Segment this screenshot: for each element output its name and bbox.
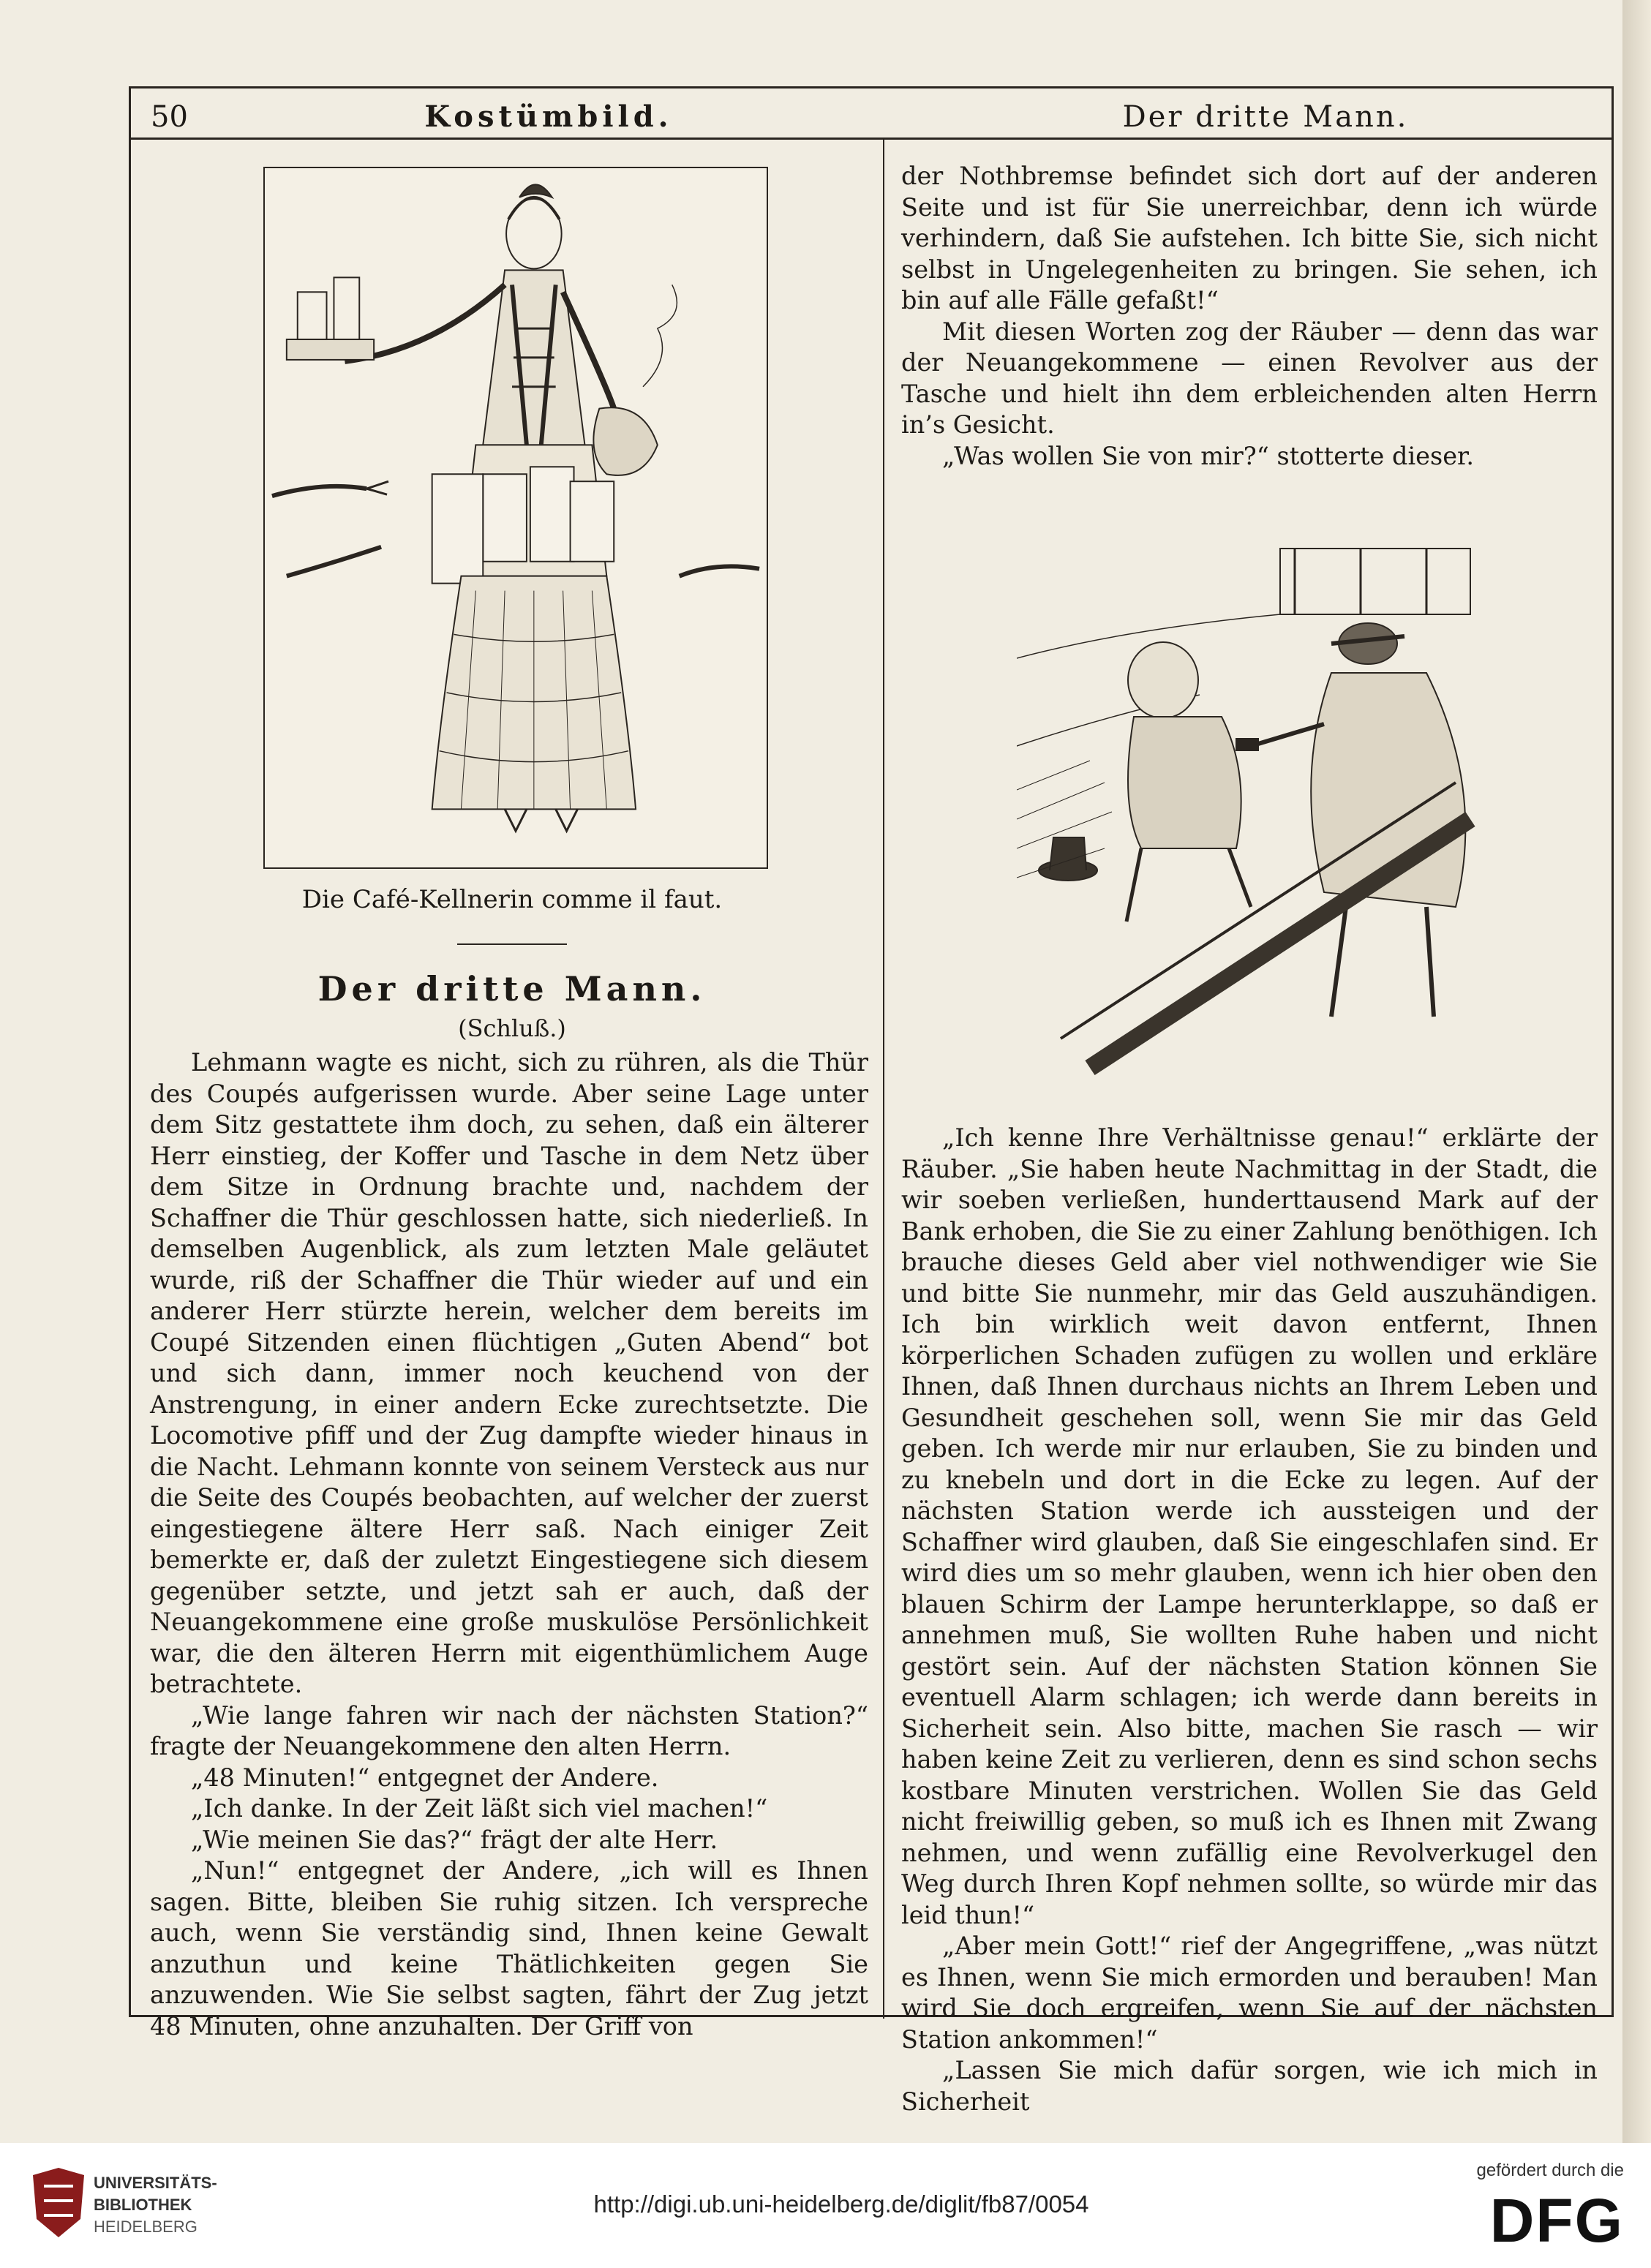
- footer-bar: [0, 2143, 1651, 2268]
- institution-name: [94, 2172, 255, 2242]
- left-running-title: Kostümbild.: [424, 99, 673, 134]
- page-edge: [1622, 0, 1651, 2143]
- header-rule: [129, 137, 1614, 140]
- waitress-illustration: [263, 167, 768, 869]
- permalink-url[interactable]: http://digi.ub.uni-heidelberg.de/diglit/fb87/0054: [593, 2190, 1089, 2218]
- right-column-text-top: [901, 161, 1598, 472]
- paragraph: „Aber mein Gott!“ rief der Angegriffene, „was nützt es Ihnen, wenn Sie mich ermorden und berauben! Man wird Sie doch ergreifen, wenn Sie auf der nächsten Station ankommen!“: [901, 1932, 1598, 2054]
- paragraph: „Wie meinen Sie das?“ frägt der alte Herr.: [191, 1825, 718, 1854]
- paragraph: „Lassen Sie mich dafür sorgen, wie ich mich in Sicherheit: [901, 2056, 1598, 2116]
- article-subtitle: (Schluß.): [458, 1014, 566, 1042]
- illustration-caption: Die Café-Kellnerin comme il faut.: [301, 885, 723, 914]
- paragraph: „Was wollen Sie von mir?“ stotterte dieser.: [942, 441, 1475, 470]
- funder-label: gefördert durch die: [1476, 2160, 1624, 2180]
- paragraph: Lehmann wagte es nicht, sich zu rühren, als die Thür des Coupés aufgerissen wurde. Aber seine Lage unter dem Sitz gestattete ihm doch, zu sehen, daß ein älterer Herr einstieg, der Koffer und Tasche in dem Netz über dem Sitze in Ordnung brachte und, nachdem der Schaffner die Thür geschlossen hatte, sich niederließ. In demselben Augenblick, als zum letzten Male geläutet wurde, riß der Schaffner die Thür wieder auf und ein anderer Herr stürzte herein, welcher dem bereits im Coupé Sitzenden einen flüchtigen „Guten Abend“ bot und sich dann, immer noch keuchend von der Anstrengung, in einer andern Ecke zurechtsetzte. Die Locomotive pfiff und der Zug dampfte wieder hinaus in die Nacht. Lehmann konnte von seinem Versteck aus nur die Seite des Coupés beobachten, auf welcher der zuerst eingestiegene ältere Herr saß. Nach einiger Zeit bemerkte er, daß der zuletzt Eingestiegene sich diesem gegenüber setzte, und jetzt sah er auch, daß der Neuangekommene eine große muskulöse Persönlichkeit war, die den älteren Herrn mit eigenthümlichem Auge betrachtete.: [150, 1048, 868, 1698]
- column-divider: [883, 139, 884, 2019]
- page-number: 50: [151, 100, 188, 134]
- dfg-logo: DFG: [1489, 2186, 1624, 2255]
- paragraph: „Wie lange fahren wir nach der nächsten Station?“ fragte der Neuangekommene den alten Herrn.: [150, 1700, 868, 1760]
- train-robbery-illustration: [1017, 439, 1492, 1097]
- right-column-text-bottom: [901, 1123, 1598, 2117]
- paragraph: „Ich kenne Ihre Verhältnisse genau!“ erklärte der Räuber. „Sie haben heute Nachmittag in der Stadt, die wir soeben verließen, hunderttausend Mark auf der Bank erhoben, die Sie zu einer Zahlung benöthigen. Ich brauche dieses Geld aber viel nothwendiger wie Sie und bitte Sie nunmehr, mir das Geld auszuhändigen. Ich bin wirklich weit davon entfernt, Ihnen körperlichen Schaden zufügen zu wollen und erkläre Ihnen, daß Ihnen durchaus nichts an Ihrem Leben und Gesundheit geschehen soll, wenn Sie mir das Geld geben. Ich werde mir nur erlauben, Sie zu binden und zu knebeln und dort in die Ecke zu legen. Auf der nächsten Station werde ich aussteigen und der Schaffner wird glauben, daß Sie eingeschlafen sind. Er wird dies um so mehr glauben, wenn ich hier oben den blauen Schirm der Lampe herunterklappe, so daß er annehmen muß, Sie wollten Ruhe haben und nicht gestört sein. Auf der nächsten Station können Sie eventuell Alarm schlagen; ich werde dann bereits in Sicherheit sein. Also bitte, machen Sie rasch — wir haben keine Zeit zu verlieren, denn es sind schon sechs kostbare Minuten verstrichen. Wollen Sie das Geld nicht freiwillig geben, so muß ich es Ihnen mit Zwang nehmen, und wenn zufällig eine Revolverkugel den Weg durch Ihren Kopf nehmen sollte, so würde mir das leid thun!“: [901, 1123, 1598, 1929]
- institution-line: HEIDELBERG: [94, 2218, 198, 2236]
- article-title: Der dritte Mann.: [317, 969, 707, 1009]
- paragraph: Mit diesen Worten zog der Räuber — denn das war der Neuangekommene — einen Revolver aus der Tasche und hielt ihn dem erbleichenden alten Herrn in’s Gesicht.: [901, 317, 1598, 439]
- paragraph: der Nothbremse befindet sich dort auf der anderen Seite und ist für Sie unerreichbar, denn ich würde verhindern, daß Sie aufstehen. Ich bitte Sie, sich nicht selbst in Ungelegenheiten zu bringen. Sie sehen, ich bin auf alle Fälle gefaßt!“: [901, 162, 1598, 314]
- paragraph: „Nun!“ entgegnet der Andere, „ich will es Ihnen sagen. Bitte, bleiben Sie ruhig sitzen. Ich verspreche auch, wenn Sie verständig sind, Ihnen keine Gewalt anzuthun und keine Thätlichkeiten gegen Sie anzuwenden. Wie Sie selbst sagten, fährt der Zug jetzt 48 Minuten, ohne anzuhalten. Der Griff von: [150, 1856, 868, 2041]
- institution-line: UNIVERSITÄTS-: [94, 2174, 217, 2192]
- institution-line: BIBLIOTHEK: [94, 2196, 192, 2214]
- paragraph: „Ich danke. In der Zeit läßt sich viel machen!“: [191, 1794, 768, 1823]
- left-column-text: [150, 1047, 868, 2042]
- university-seal-icon: [29, 2168, 88, 2241]
- right-running-title: Der dritte Mann.: [1122, 100, 1409, 134]
- section-rule: [457, 943, 567, 945]
- paragraph: „48 Minuten!“ entgegnet der Andere.: [191, 1763, 659, 1792]
